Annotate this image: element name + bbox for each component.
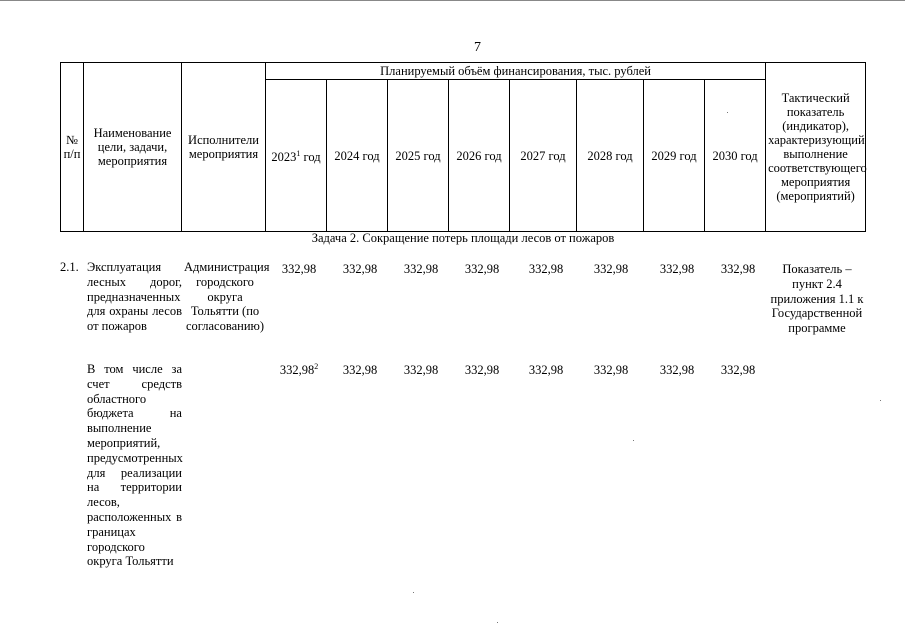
table-header (60, 62, 866, 232)
subvalue-2024: 332,98 (342, 363, 378, 377)
header-year-2024: 2024 год (327, 80, 388, 232)
value-2030: 332,98 (720, 262, 756, 276)
subvalue-2029: 332,98 (659, 363, 695, 377)
scan-speck (497, 622, 498, 623)
scan-speck (880, 400, 881, 401)
value-2026: 332,98 (464, 262, 500, 276)
subvalue-2023: 332,98$^2$ (279, 362, 319, 378)
row-executor: Администрация городского округа Тольятти (по согласованию) (184, 260, 270, 334)
header-year-2023: 2023$^1$ год (266, 80, 327, 232)
subvalue-2028: 332,98 (593, 363, 629, 377)
task-title: Задача 2. Сокращение потерь площади лесов от пожаров (311, 231, 615, 245)
scan-speck (413, 592, 414, 593)
subvalue-2030: 332,98 (720, 363, 756, 377)
row-name: Эксплуатация лесных дорог, предназначенных для охраны лесов от пожаров (87, 260, 182, 334)
subrow-name: В том числе за счет средств областного бюджета на выполнение мероприятий, предусмотренных для реализации на территории лесов, расположенных в границах городского округа Тольятти (87, 362, 183, 569)
header-col-executors: Исполнители мероприятия (182, 63, 266, 232)
value-2023: 332,98 (281, 262, 317, 276)
subvalue-2025: 332,98 (403, 363, 439, 377)
header-year-2025: 2025 год (388, 80, 449, 232)
subvalue-2027: 332,98 (528, 363, 564, 377)
header-col-indicator: Тактический показатель (индикатор), характеризующий выполнение соответствующего мероприятия (мероприятий) (766, 63, 866, 232)
top-rule (0, 0, 905, 1)
subvalue-2026: 332,98 (464, 363, 500, 377)
value-2027: 332,98 (528, 262, 564, 276)
row-indicator: Показатель – пункт 2.4 приложения 1.1 к Государственной программе (770, 262, 864, 336)
header-year-2030: 2030 год (705, 80, 766, 232)
header-year-2029: 2029 год (644, 80, 705, 232)
header-year-2027: 2027 год (510, 80, 577, 232)
header-year-2028: 2028 год (577, 80, 644, 232)
header-funding: Планируемый объём финансирования, тыс. рублей (266, 63, 766, 80)
value-2028: 332,98 (593, 262, 629, 276)
value-2024: 332,98 (342, 262, 378, 276)
row-number: 2.1. (60, 260, 79, 274)
page-number: 7 (474, 40, 481, 55)
value-2029: 332,98 (659, 262, 695, 276)
header-col-number: № п/п (61, 63, 84, 232)
scan-speck (633, 440, 634, 441)
header-col-name: Наименование цели, задачи, мероприятия (84, 63, 182, 232)
value-2025: 332,98 (403, 262, 439, 276)
scan-speck (727, 112, 728, 113)
header-year-2026: 2026 год (449, 80, 510, 232)
